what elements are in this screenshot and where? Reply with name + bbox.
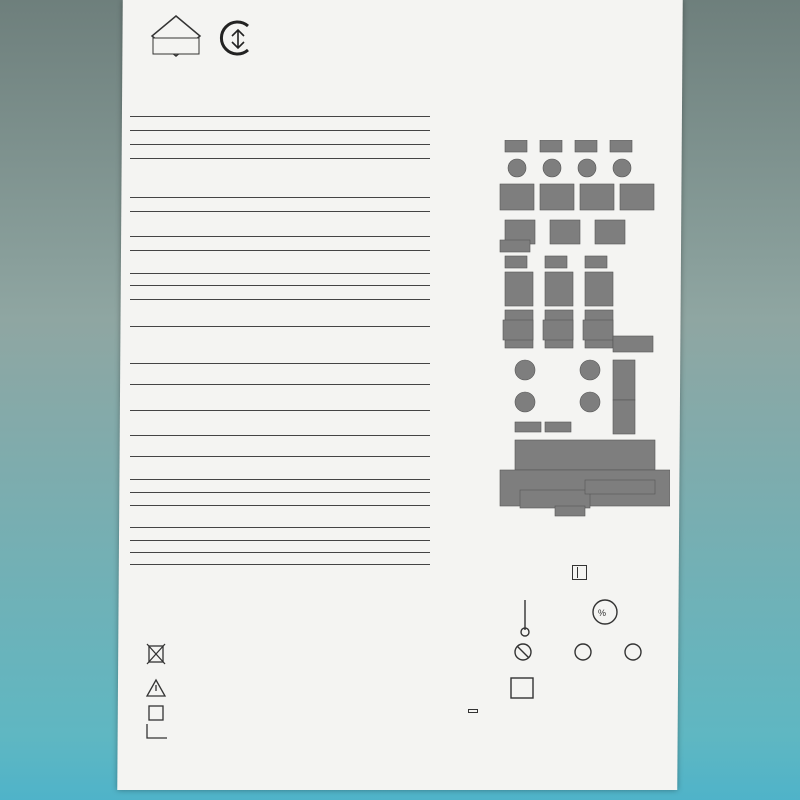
row-divider [130,326,430,327]
gown-shape [540,184,574,210]
svg-text:%: % [598,608,607,618]
pants-shape [545,272,573,306]
row-divider [130,456,430,457]
sleeves-shape [613,336,653,352]
row-divider [130,410,430,411]
row-divider [130,250,430,251]
gown-shape [580,184,614,210]
row-divider [130,144,430,145]
ce-mark-icon [218,18,258,58]
cap-shape [508,159,526,177]
shirt-shape [583,320,613,340]
row-divider [130,552,430,553]
mask-shape [540,140,562,152]
drape-shape [515,440,655,470]
row-divider [130,197,430,198]
row-divider [130,479,430,480]
row-divider [130,527,430,528]
row-divider [130,116,430,117]
cap-shape [613,159,631,177]
booties-shape [515,422,541,432]
row-divider [130,564,430,565]
shirt-shape [505,256,527,268]
gown-shape [500,184,534,210]
helmet-shape [515,360,535,380]
care-symbols-icon [505,590,665,710]
apron-shape [613,400,635,434]
table-cover-shape [585,480,655,494]
shirt-shape [550,220,580,244]
gown-shape [620,184,654,210]
pants-shape [505,272,533,306]
mask-shape [575,140,597,152]
mask-shape [505,140,527,152]
row-divider [130,273,430,274]
pants-shape [585,272,613,306]
row-divider [130,158,430,159]
row-divider [130,540,430,541]
elkt-logo [150,14,202,58]
row-divider [130,211,430,212]
sterile-label [572,565,587,580]
shirt-shape [545,256,567,268]
row-divider [130,492,430,493]
helmet-shape [580,360,600,380]
row-divider [130,299,430,300]
product-illustrations [495,140,670,580]
row-divider [130,130,430,131]
cap-shape [543,159,561,177]
shirt-shape [585,256,607,268]
shirt-shape [543,320,573,340]
row-divider [130,236,430,237]
row-divider [130,384,430,385]
booties-shape [500,240,530,252]
shirt-shape [503,320,533,340]
row-divider [130,285,430,286]
booties-shape [545,422,571,432]
drape-shape [520,490,590,508]
row-divider [130,363,430,364]
row-divider [130,505,430,506]
helmet-shape [515,392,535,412]
lot-label [468,709,478,713]
row-divider [130,435,430,436]
apron-shape [613,360,635,400]
disposal-icons [145,640,169,740]
mask-shape [610,140,632,152]
pouch-shape [555,506,585,516]
cap-shape [578,159,596,177]
helmet-shape [580,392,600,412]
shirt-shape [595,220,625,244]
